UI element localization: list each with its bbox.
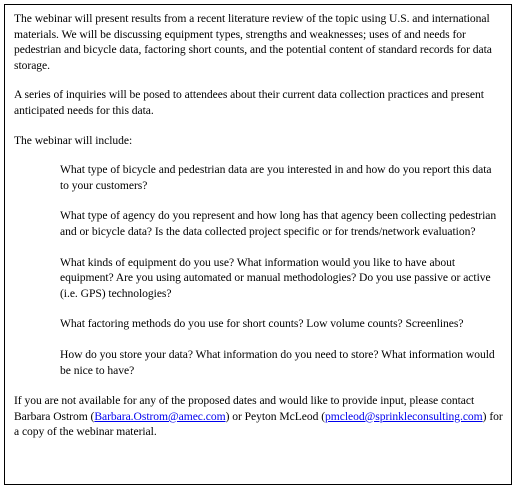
email-link-peyton[interactable]: pmcleod@sprinkleconsulting.com	[325, 409, 483, 423]
email-link-barbara[interactable]: Barbara.Ostrom@amec.com	[94, 409, 226, 423]
document-box	[4, 4, 512, 485]
question-factoring: What factoring methods do you use for short counts? Low volume counts? Screenlines?	[60, 317, 464, 331]
inquiries-paragraph: A series of inquiries will be posed to attendees about their current data collection practices and present anticipated needs for this data.	[14, 88, 484, 117]
question-data-storage: How do you store your data? What information do you need to store? What information would be nice to have?	[60, 347, 495, 377]
question-equipment: What kinds of equipment do you use? What information would you like to have about equipment? Are you using automated or manual methodologies? Do you use passive or active (i.e. GPS) technologies?	[60, 255, 491, 300]
question-agency-type: What type of agency do you represent and how long has that agency been collecting pedestrian and or bicycle data? Is the data collected project specific or for trends/network evaluation?	[60, 209, 497, 238]
closing-text-2: ) or Peyton McLeod (	[225, 409, 326, 423]
closing-text-1: If you are not available for any of the proposed dates and would like to provide input, please contact Barbara Ostrom (	[14, 394, 475, 423]
include-heading: The webinar will include:	[14, 133, 133, 147]
closing-text-3: ) for a copy of the webinar material.	[14, 409, 503, 439]
intro-paragraph: The webinar will present results from a recent literature review of the topic using U.S. and international materials. We will be discussing equipment types, strengths and weaknesses; uses of and needs for pedestrian and bicycle data, factoring short counts, and the potential content of standard records for data storage.	[14, 12, 492, 72]
question-data-interest: What type of bicycle and pedestrian data are you interested in and how do you report this data to your customers?	[60, 163, 492, 192]
closing-paragraph	[14, 393, 503, 440]
